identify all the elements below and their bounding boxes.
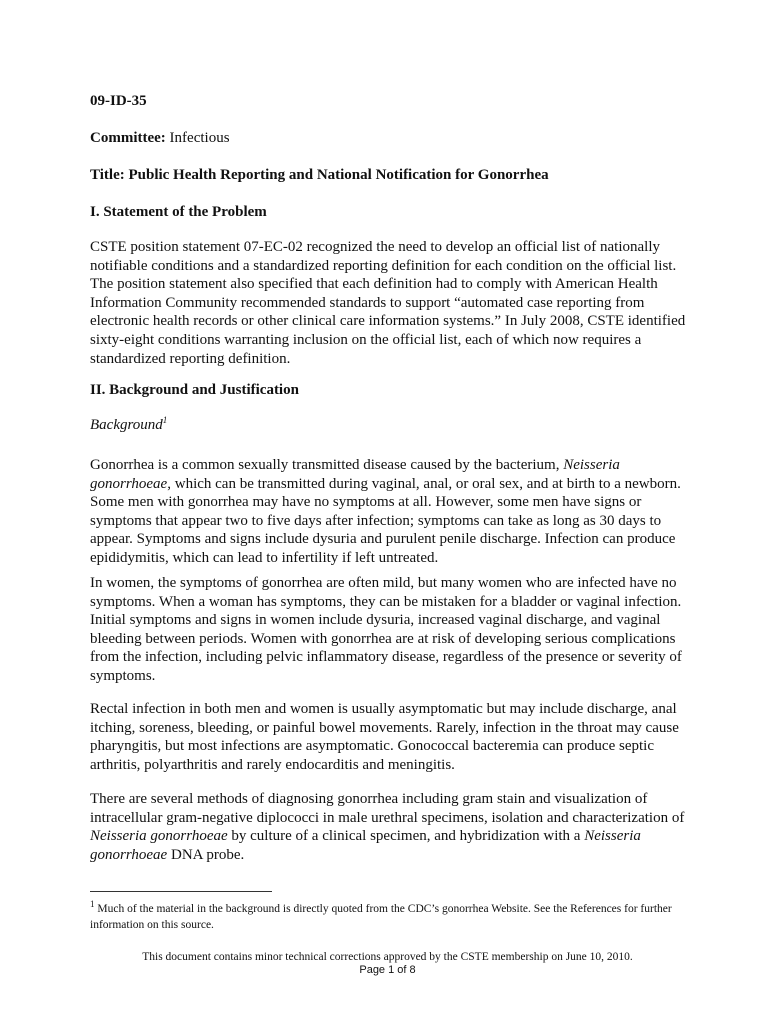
p1-text-c: , which can be transmitted during vaginal, anal, or oral sex, and at birth to a newborn. Some men with gonorrhea may have no symptoms at all. However, some men have signs or symptoms that appear two to five days after infection; symptoms can take as long as 30 days to appear. Symptoms and signs include dysuria and purulent penile discharge. Infection can produce epididymitis, which can lead to infertility if left untreated. [90, 475, 681, 566]
background-label: Background [90, 417, 163, 433]
p1-text-a: Gonorrhea is a common sexually transmitted disease caused by the bacterium, [90, 457, 564, 473]
p4-text-a: There are several methods of diagnosing gonorrhea including gram stain and visualization of intracellular gram-negative diplococci in male urethral specimens, isolation and characterization of [90, 791, 685, 826]
background-paragraph-4 [90, 790, 690, 864]
page-number: Page 1 of 8 [359, 964, 416, 976]
footnote-text: Much of the material in the background is directly quoted from the CDC’s gonorrhea Website. See the References for further information on this source. [90, 903, 672, 931]
p4-text-c: by culture of a clinical specimen, and hybridization with a [227, 828, 585, 845]
p4-organism-1: Neisseria gonorrhoeae [90, 828, 228, 845]
committee-label: Committee: [90, 130, 166, 146]
footnote-ref: 1 [162, 415, 168, 425]
background-subheading [90, 416, 690, 435]
background-paragraph-2 [90, 574, 690, 686]
footer-correction-note: This document contains minor technical corrections approved by the CSTE membership on June 10, 2010. [142, 951, 633, 963]
section1-heading: I. Statement of the Problem [90, 204, 267, 220]
section1-paragraph [90, 238, 690, 368]
background-paragraph-3 [90, 700, 690, 774]
background-paragraph-1 [90, 456, 690, 568]
p4-text-e: DNA probe. [167, 846, 245, 863]
committee-line [90, 129, 690, 148]
p3-text: Rectal infection in both men and women is usually asymptomatic but may include discharge, anal itching, soreness, bleeding, or painful bowel movements. Rarely, infection in the throat may cause pharyngitis, but most infections are asymptomatic. Gonococcal bacteremia can produce septic arthritis, polyarthritis and rarely endocarditis and meningitis. [90, 701, 679, 773]
document-id: 09-ID-35 [90, 93, 147, 109]
section1-text: CSTE position statement 07-EC-02 recognized the need to develop an official list of nationally notifiable conditions and a standardized reporting definition for each condition on the official list. The position statement also specified that each definition had to comply with American Health Information Community recommended standards to support “automated case reporting from electronic health records or other clinical care information systems.” In July 2008, CSTE identified sixty-eight conditions warranting inclusion on the official list, each of which now requires a standardized reporting definition. [90, 239, 686, 367]
footnote-divider [90, 891, 272, 892]
document-title: Title: Public Health Reporting and National Notification for Gonorrhea [90, 167, 549, 183]
committee-value: Infectious [169, 130, 230, 146]
p4-organism-2: Neisseria gonorrhoeae [90, 828, 641, 863]
footnote-number: 1 [90, 899, 95, 910]
p1-organism: Neisseria gonorrhoeae [90, 457, 620, 492]
p2-text: In women, the symptoms of gonorrhea are often mild, but many women who are infected have no symptoms. When a woman has symptoms, they can be mistaken for a bladder or vaginal infection. Initial symptoms and signs in women include dysuria, increased vaginal discharge, and vaginal bleeding between periods. Women with gonorrhea are at risk of developing serious complications from the infection, including pelvic inflammatory disease, regardless of the presence or severity of symptoms. [90, 575, 682, 684]
footnote [90, 901, 690, 933]
section2-heading: II. Background and Justification [90, 382, 299, 398]
